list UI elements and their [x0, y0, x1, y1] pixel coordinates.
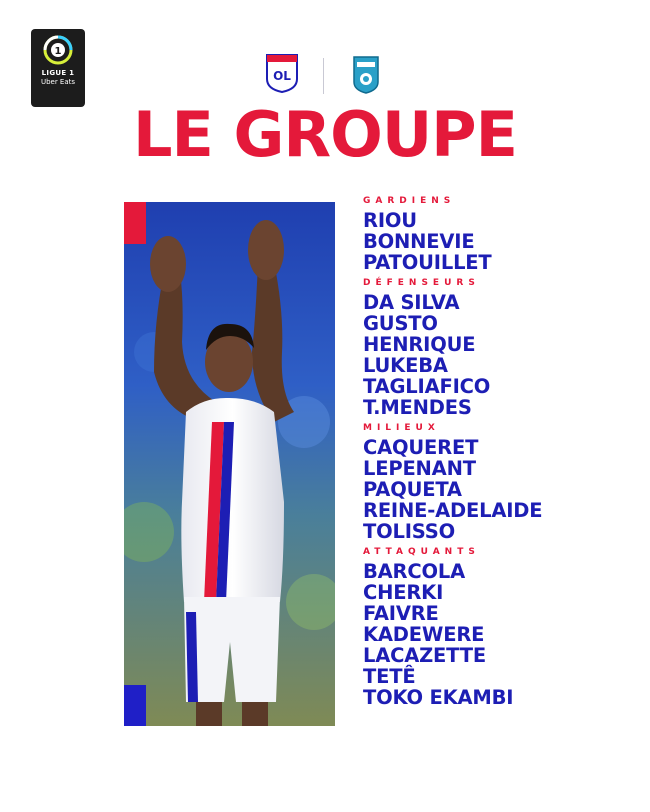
player-name: CHERKI: [363, 581, 444, 604]
player-name: BARCOLA: [363, 560, 465, 583]
squad-list: [363, 194, 643, 711]
league-name: LIGUE 1: [41, 69, 75, 77]
player-name: LACAZETTE: [363, 644, 486, 667]
ligue1-uber-eats-logo: [31, 29, 85, 107]
blue-accent-bar: [124, 685, 146, 726]
player-name: TETÊ: [363, 665, 416, 688]
section-heading: DÉFENSEURS: [363, 278, 480, 288]
player-name: PAQUETA: [363, 478, 462, 501]
player-name: LUKEBA: [363, 354, 448, 377]
player-name: LEPENANT: [363, 457, 476, 480]
section-goalkeepers: [363, 194, 643, 273]
player-name: RIOU: [363, 209, 417, 232]
section-defenders: [363, 276, 643, 418]
player-name: BONNEVIE: [363, 230, 475, 253]
player-name: TOKO EKAMBI: [363, 686, 514, 709]
section-midfielders: [363, 421, 643, 542]
section-heading: ATTAQUANTS: [363, 547, 480, 557]
olympique-lyonnais-crest-icon: [265, 53, 299, 93]
player-photo: [124, 202, 335, 726]
player-name: FAIVRE: [363, 602, 439, 625]
player-name: GUSTO: [363, 312, 438, 335]
player-name: T.MENDES: [363, 396, 472, 419]
svg-text:1: 1: [54, 46, 62, 57]
player-name: REINE-ADELAIDE: [363, 499, 543, 522]
player-name: CAQUERET: [363, 436, 479, 459]
ligue1-emblem-icon: [43, 35, 73, 65]
estac-troyes-crest-icon: [350, 54, 382, 94]
league-sponsor: Uber Eats: [40, 78, 76, 86]
svg-text:OL: OL: [273, 69, 291, 83]
player-name: PATOUILLET: [363, 251, 492, 274]
player-name: HENRIQUE: [363, 333, 476, 356]
player-name: TAGLIAFICO: [363, 375, 491, 398]
player-name: TOLISSO: [363, 520, 455, 543]
player-name: KADEWERE: [363, 623, 485, 646]
section-forwards: [363, 545, 643, 708]
page-title: LE GROUPE: [133, 98, 517, 171]
red-accent-bar: [124, 202, 146, 244]
section-heading: GARDIENS: [363, 196, 456, 206]
crest-divider: [323, 58, 324, 94]
section-heading: MILIEUX: [363, 423, 440, 433]
player-name: DA SILVA: [363, 291, 460, 314]
